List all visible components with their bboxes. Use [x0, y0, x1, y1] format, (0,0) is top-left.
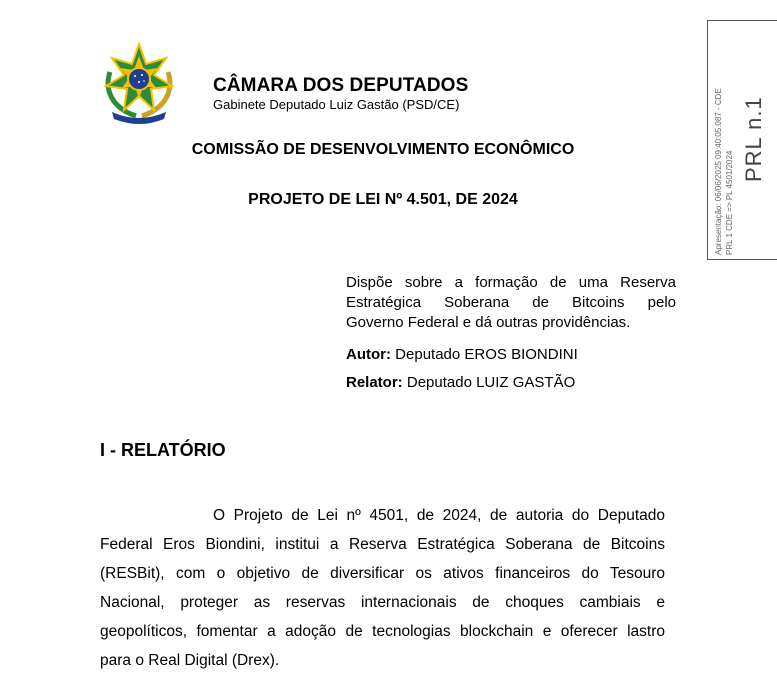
paragraph-line: (RESBit), com o objetivo de diversificar os ativos financeiros do Tesouro [100, 565, 665, 582]
paragraph-line: O Projeto de Lei nº 4501, de 2024, de autoria do Deputado [213, 507, 665, 524]
report-paragraph [100, 501, 665, 675]
rapporteur-label: Relator: [346, 374, 403, 391]
bill-title: PROJETO DE LEI Nº 4.501, DE 2024 [248, 191, 518, 208]
author-line [346, 346, 578, 363]
section-heading: I - RELATÓRIO [100, 440, 226, 460]
cabinet-name: Gabinete Deputado Luiz Gastão (PSD/CE) [213, 97, 460, 112]
brazil-coat-of-arms-icon [100, 42, 178, 124]
stamp-label: PRL n.1 [741, 96, 766, 182]
stamp-text [713, 88, 735, 255]
author-label: Autor: [346, 346, 391, 363]
bill-summary [346, 273, 676, 333]
bill-summary-line: Dispõe sobre a formação de uma Reserva [346, 274, 676, 291]
bill-summary-line: Governo Federal e dá outras providências. [346, 314, 631, 331]
rapporteur-line [346, 374, 575, 391]
author-name: Deputado EROS BIONDINI [395, 346, 578, 363]
house-name: CÂMARA DOS DEPUTADOS [213, 75, 469, 96]
paragraph-line: para o Real Digital (Drex). [100, 652, 280, 669]
bill-summary-line: Estratégica Soberana de Bitcoins pelo [346, 294, 676, 311]
committee-title: COMISSÃO DE DESENVOLVIMENTO ECONÔMICO [191, 141, 575, 158]
rapporteur-name: Deputado LUIZ GASTÃO [406, 374, 576, 391]
paragraph-line: geopolíticos, fomentar a adoção de tecnologias blockchain e oferecer lastro [100, 623, 665, 640]
paragraph-line: Nacional, proteger as reservas internacionais de choques cambiais e [100, 594, 665, 611]
paragraph-line: Federal Eros Biondini, institui a Reserva Estratégica Soberana de Bitcoins [100, 536, 665, 553]
stamp-ref-line: PRL 1 CDE => PL 4501/2024 [725, 150, 734, 255]
stamp-date-line: Apresentação: 06/06/2025 09:40:05.087 - CDE [714, 88, 723, 255]
